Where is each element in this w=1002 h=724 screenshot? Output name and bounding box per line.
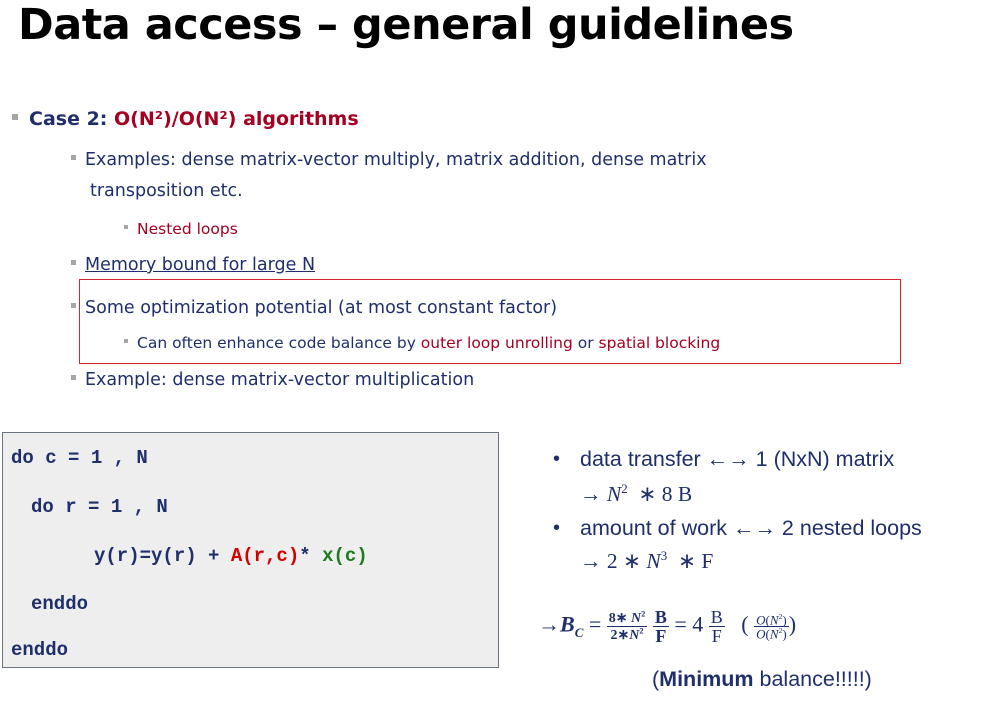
bullet-icon (71, 260, 76, 265)
arrow-icon: → (580, 549, 607, 574)
bullet-icon (124, 225, 128, 229)
bullet-icon (124, 339, 128, 343)
examples-text-1: Examples: dense matrix-vector multiply, matrix addition, dense matrix (85, 150, 707, 170)
or-text: or (572, 334, 599, 352)
code-matrix-a: A(r,c) (230, 545, 300, 567)
fraction-b-f-2: $\frac{B}{F}$ (710, 607, 723, 646)
code-multiply: * (299, 545, 323, 567)
transfer-formula: → $N^2$ ∗ 8 B (580, 482, 693, 507)
code-block (2, 432, 499, 668)
fraction-on2-on2: $\frac{O(N^2)}{O(N^2)}$ (756, 611, 787, 642)
code-vector-x: x(c) (322, 545, 368, 567)
balance-formula: $\to B_C$ = $\frac{8∗ N^2}{2∗N^2}$ $\frac{B}{F}$ = 4 $\frac{B}{F}$ ( $\frac{O(N^2)}{O(N^2)}$ ) (538, 607, 797, 646)
case-2-bullet (12, 108, 359, 130)
enhance-text: Can often enhance code balance by (137, 334, 421, 352)
enhance-bullet (124, 334, 720, 352)
code-line-2: do r = 1 , N (31, 496, 168, 518)
amount-of-work-text: amount of work ←→ 2 nested loops (580, 516, 922, 540)
data-transfer-text: data transfer ←→ 1 (NxN) matrix (580, 447, 895, 471)
code-line-3 (94, 545, 368, 567)
example-mvm-text: Example: dense matrix-vector multiplication (85, 370, 475, 390)
fraction-b-f: $\frac{B}{F}$ (654, 607, 667, 646)
spatial-blocking-text: spatial blocking (598, 334, 721, 352)
bullet-icon (71, 303, 76, 308)
bullet-icon (12, 114, 18, 120)
bullet-dot: • (553, 517, 561, 539)
bullet-icon (71, 375, 76, 380)
code-y-update: y(r)=y(r) + (94, 545, 231, 567)
work-formula: → 2 ∗ $N^3$ ∗ F (580, 549, 714, 574)
code-line-4: enddo (31, 593, 89, 615)
minimum-balance-note: (Minimum balance!!!!!) (652, 667, 872, 691)
open-paren: ( (741, 611, 749, 637)
nested-loops-text: Nested loops (137, 220, 238, 238)
outer-loop-text: outer loop unrolling (420, 334, 573, 352)
case-complexity: O(N²)/O(N²) (114, 108, 237, 130)
bullet-dot: • (553, 448, 561, 470)
arrow-icon: → (580, 482, 607, 507)
optimization-text: Some optimization potential (at most constant factor) (85, 298, 558, 318)
memory-bound-bullet (71, 255, 315, 275)
minimum-bold: Minimum (659, 667, 754, 691)
examples-bullet (71, 150, 707, 170)
page-title: Data access – general guidelines (18, 0, 794, 50)
example-mvm-bullet (71, 370, 474, 390)
fraction-8n2-2n2: $\frac{8∗ N^2}{2∗N^2}$ (608, 609, 646, 643)
case-suffix: algorithms (236, 108, 359, 130)
minimum-rest: balance!!!!!) (753, 667, 872, 691)
case-label: Case 2: (29, 108, 115, 130)
memory-bound-text: Memory bound for large N (85, 255, 316, 275)
code-line-1: do c = 1 , N (11, 447, 148, 469)
bullet-icon (71, 155, 76, 160)
code-line-5: enddo (11, 639, 69, 661)
nested-loops-bullet (124, 220, 238, 238)
examples-bullet-cont: transposition etc. (90, 181, 243, 201)
optimization-bullet (71, 298, 557, 318)
